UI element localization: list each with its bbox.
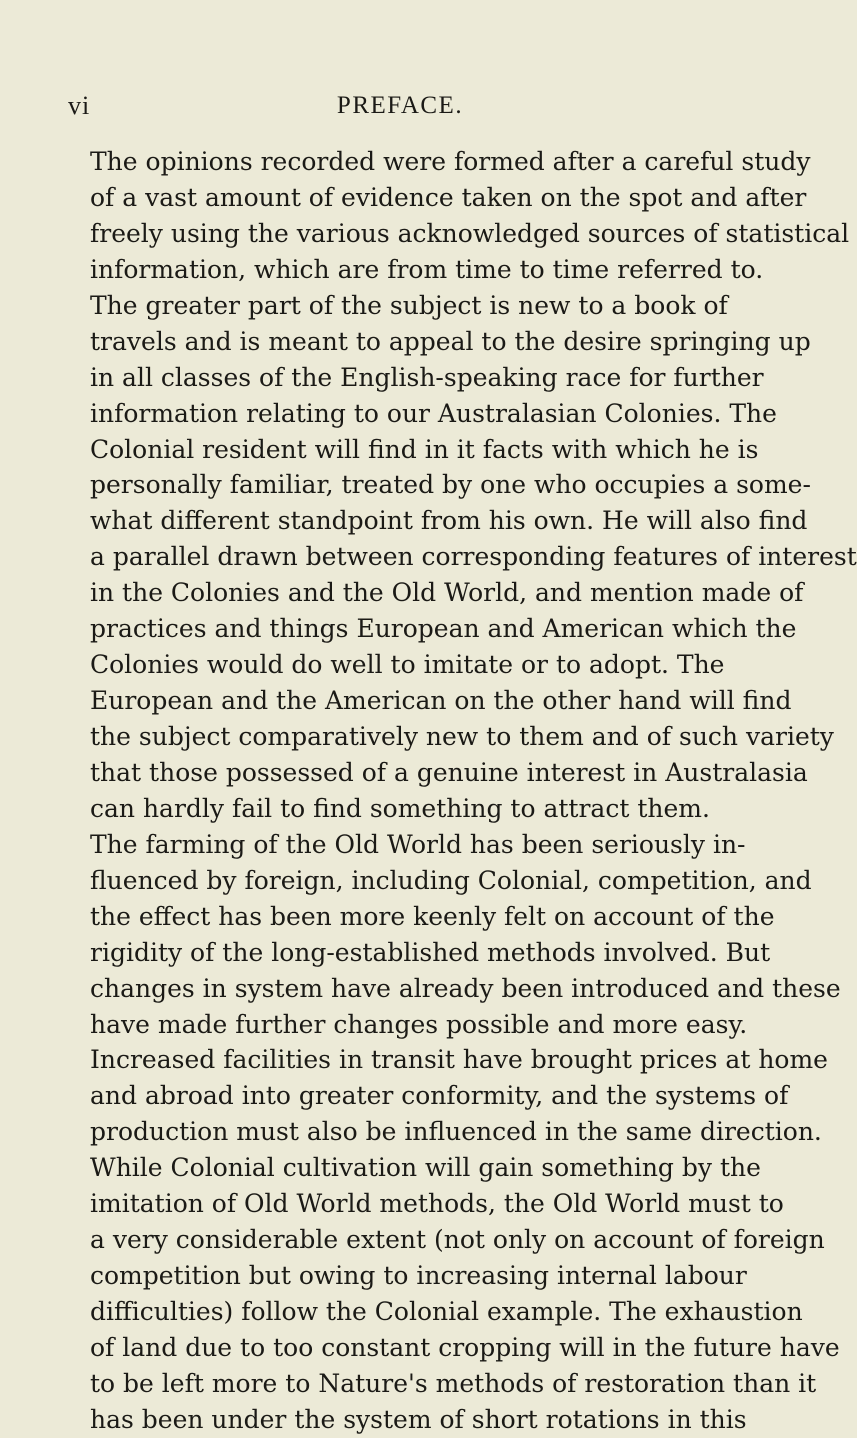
text-line: have made further changes possible and more easy.: [90, 1009, 748, 1039]
text-line: changes in system have already been introduced and these: [90, 973, 841, 1003]
page-header: [64, 86, 736, 126]
text-line: of a vast amount of evidence taken on the spot and after: [90, 182, 807, 212]
text-line: Colonies would do well to imitate or to adopt. The: [90, 650, 725, 680]
text-line: in all classes of the English-speaking race for further: [90, 362, 764, 392]
text-line: information relating to our Australasian Colonies. The: [90, 398, 777, 428]
text-line: Increased facilities in transit have brought prices at home: [90, 1045, 828, 1075]
text-line: imitation of Old World methods, the Old World must to: [90, 1189, 784, 1219]
text-line: a very considerable extent (not only on account of foreign: [90, 1225, 825, 1255]
text-line: The farming of the Old World has been seriously in-: [90, 829, 746, 859]
text-line: has been under the system of short rotations in this: [90, 1404, 747, 1434]
text-line: personally familiar, treated by one who occupies a some-: [90, 470, 811, 500]
text-line: that those possessed of a genuine interest in Australasia: [90, 757, 808, 787]
text-line: The opinions recorded were formed after a careful study: [90, 147, 811, 176]
text-line: can hardly fail to find something to attract them.: [90, 793, 710, 823]
text-line: to be left more to Nature's methods of restoration than it: [90, 1368, 817, 1398]
text-line: information, which are from time to time referred to.: [90, 254, 764, 284]
text-line: Colonial resident will find in it facts with which he is: [90, 434, 759, 464]
text-line: freely using the various acknowledged sources of statistical: [90, 218, 850, 248]
running-head: PREFACE.: [336, 92, 464, 119]
text-line: practices and things European and American which the: [90, 614, 797, 644]
text-line: the effect has been more keenly felt on account of the: [90, 901, 775, 931]
text-line: the subject comparatively new to them and of such variety: [90, 722, 834, 751]
preface-body-text: [90, 144, 857, 1438]
text-line: a parallel drawn between corresponding features of interest: [90, 542, 857, 572]
text-line: difficulties) follow the Colonial example. The exhaustion: [90, 1297, 803, 1326]
text-line: of land due to too constant cropping will in the future have: [90, 1332, 840, 1362]
text-line: what different standpoint from his own. He will also find: [90, 506, 808, 536]
text-line: While Colonial cultivation will gain something by the: [90, 1153, 761, 1183]
page-number: vi: [68, 91, 91, 120]
text-line: competition but owing to increasing internal labour: [90, 1261, 747, 1291]
text-line: fluenced by foreign, including Colonial, competition, and: [90, 865, 812, 895]
text-line: in the Colonies and the Old World, and mention made of: [90, 578, 804, 608]
text-line: travels and is meant to appeal to the desire springing up: [90, 326, 811, 356]
text-line: European and the American on the other hand will find: [90, 686, 792, 716]
text-line: rigidity of the long-established methods involved. But: [90, 937, 771, 967]
text-line: production must also be influenced in the same direction.: [90, 1117, 822, 1147]
text-line: and abroad into greater conformity, and the systems of: [90, 1081, 789, 1111]
text-line: The greater part of the subject is new to a book of: [90, 290, 728, 320]
